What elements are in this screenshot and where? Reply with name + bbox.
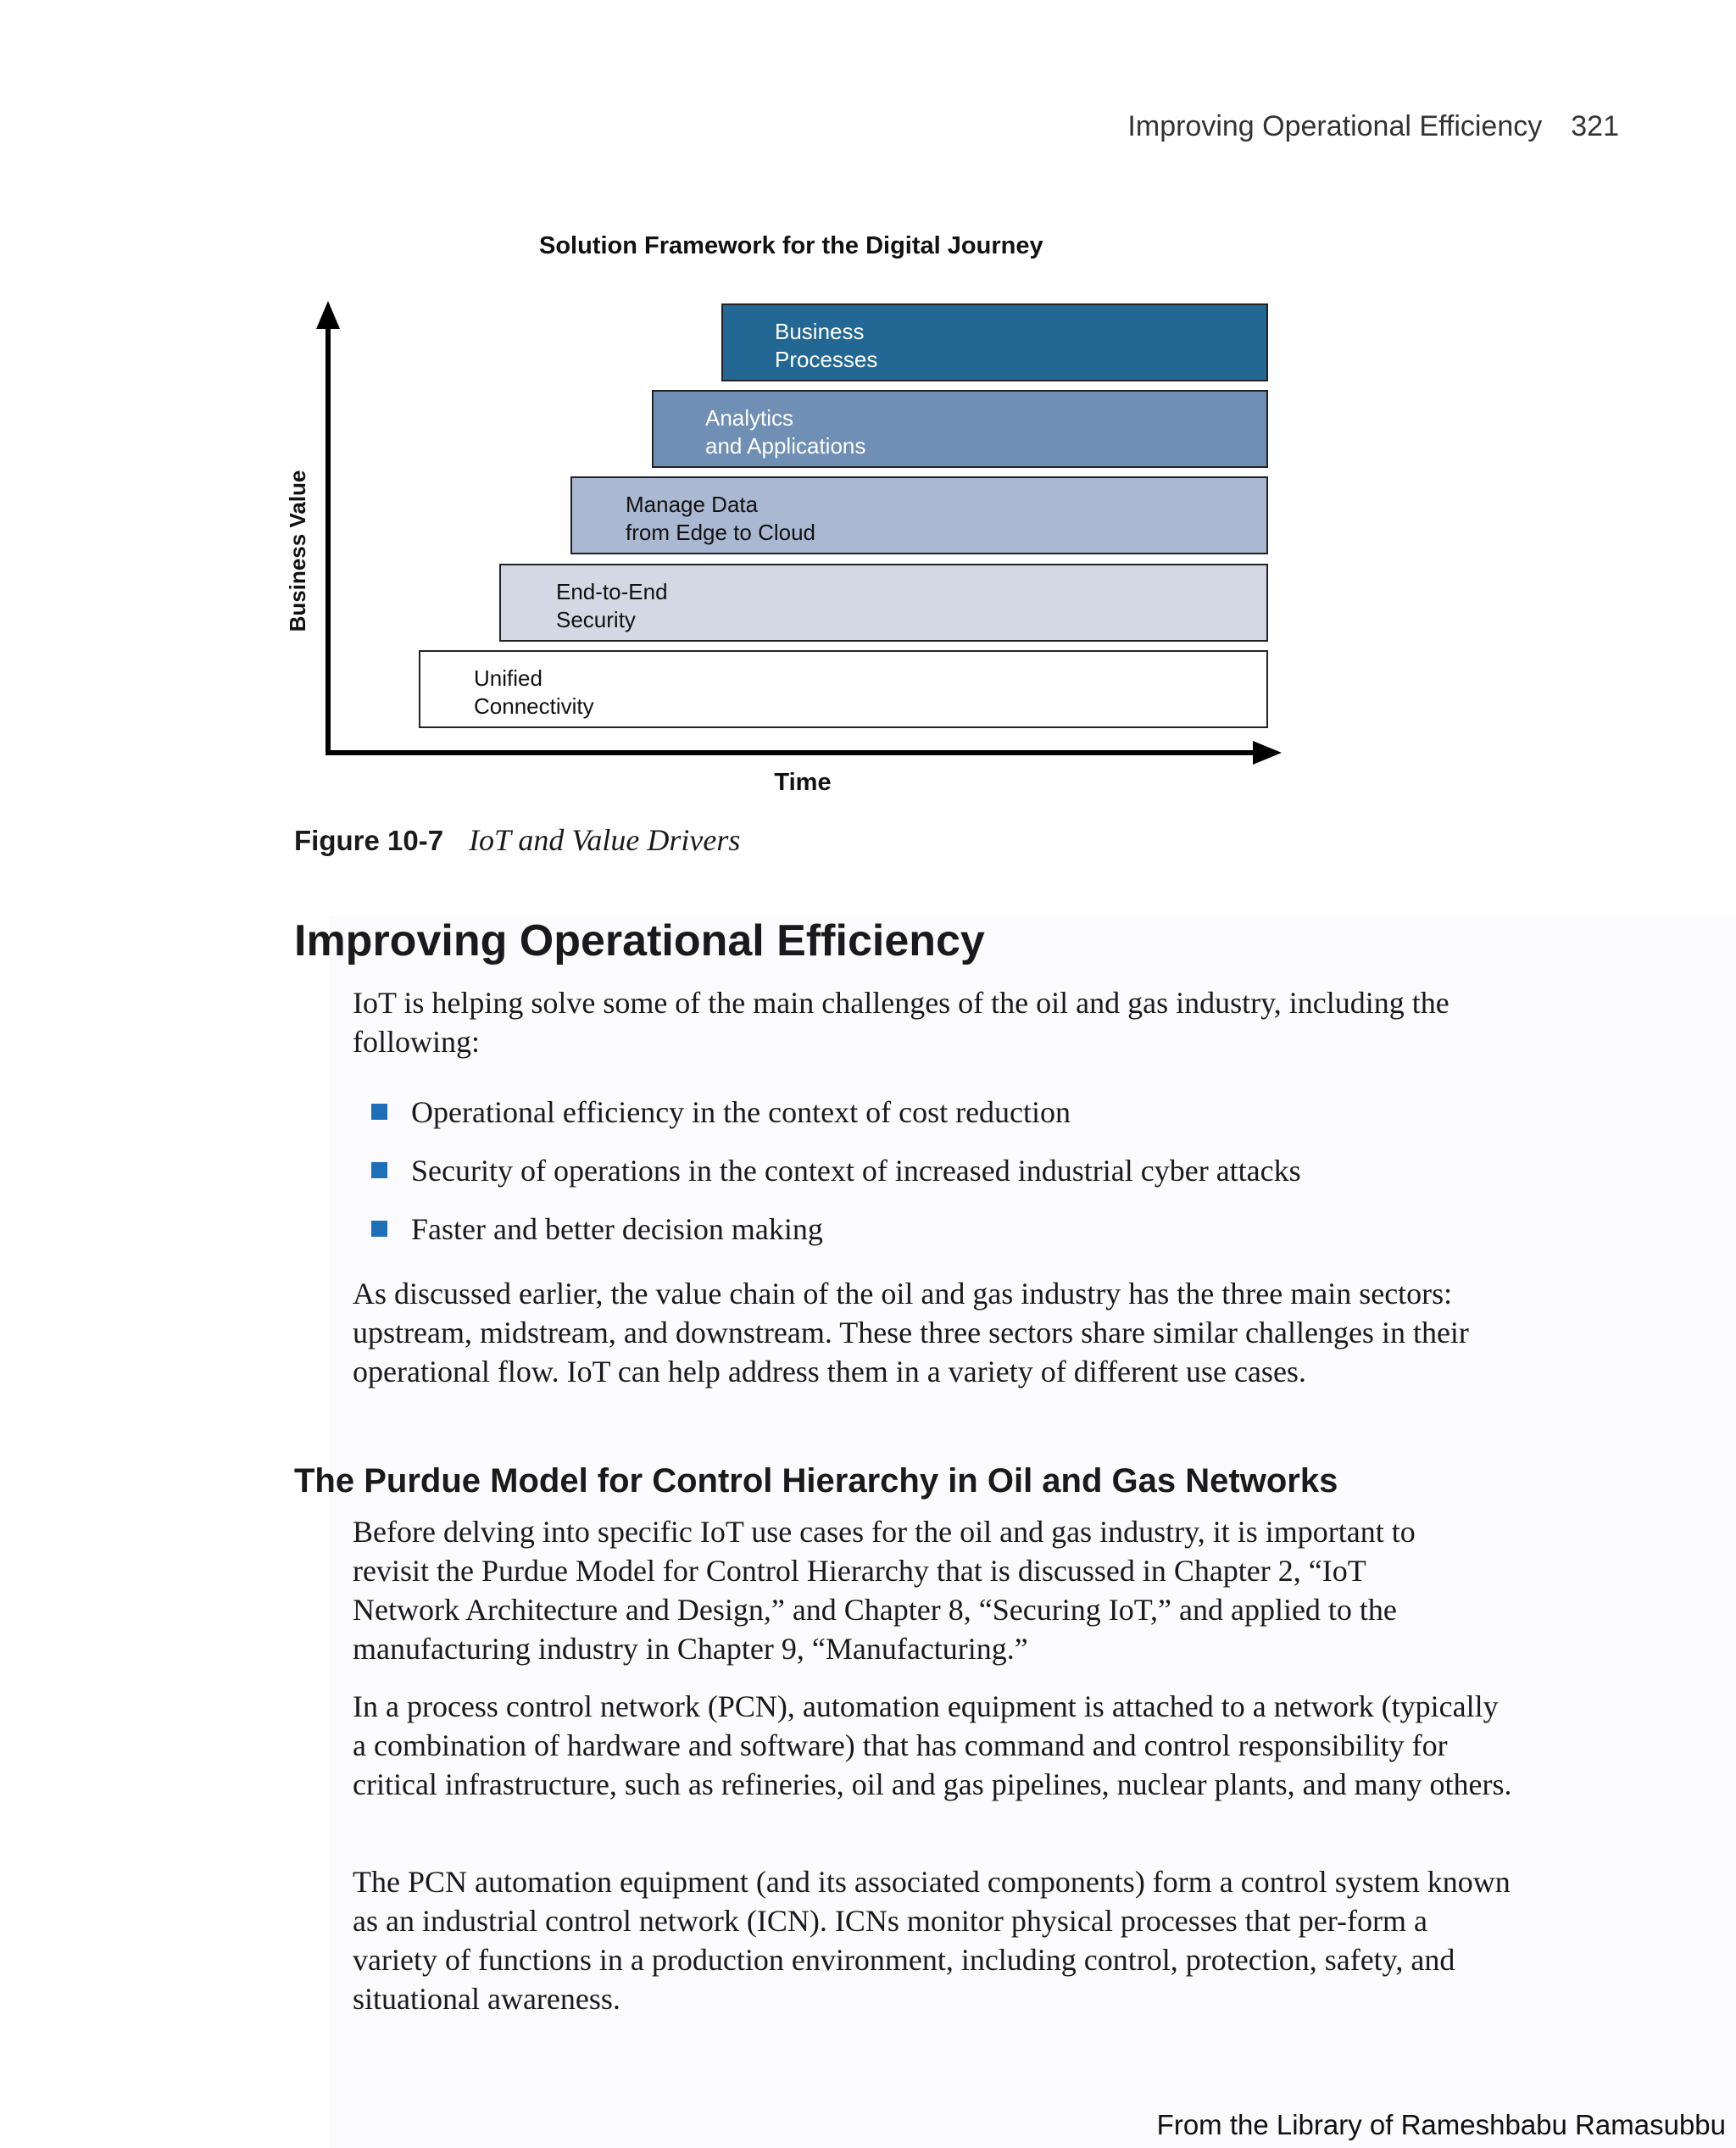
layer-label-line1: Unified (474, 665, 542, 691)
figure-caption-text: IoT and Value Drivers (469, 823, 741, 857)
bullet-square-icon (371, 1162, 387, 1178)
layer-label-line2: Security (556, 607, 636, 632)
layer-end-to-end-security (500, 565, 1267, 641)
layer-analytics-applications (653, 391, 1267, 467)
library-watermark: From the Library of Rameshbabu Ramasubbu (1156, 2109, 1726, 2140)
running-head-title: Improving Operational Efficiency (1127, 110, 1543, 142)
y-axis-arrowhead (316, 301, 340, 329)
running-head (1127, 110, 1619, 143)
svg-text:Business (775, 319, 865, 344)
page-number: 321 (1571, 110, 1619, 142)
svg-text:Analytics (705, 405, 793, 431)
bullet-square-icon (371, 1104, 387, 1120)
purdue-paragraph-3: The PCN automation equipment (and its associated components) form a control system known as an industrial control network (ICN). ICNs monitor physical processes that per-form a variety of functions in a production environment, including control, protection, safety, and situational awareness. (353, 1865, 1511, 2016)
figure-caption (294, 822, 740, 858)
layer-unified-connectivity (420, 651, 1267, 727)
section-heading: Improving Operational Efficiency (294, 916, 985, 965)
svg-text:Processes (775, 347, 877, 372)
subsection-heading: The Purdue Model for Control Hierarchy in Oil and Gas Networks (294, 1462, 1338, 1500)
list-item-text: Operational efficiency in the context of cost reduction (411, 1095, 1071, 1129)
svg-text:from Edge to Cloud (626, 520, 815, 545)
list-item (371, 1093, 1301, 1151)
value-drivers-diagram (280, 288, 1297, 805)
svg-text:and Applications (705, 433, 865, 459)
svg-text:End-to-End (556, 579, 668, 604)
layer-label-line1: Business (775, 319, 865, 344)
figure-title: Solution Framework for the Digital Journey (539, 232, 1043, 259)
purdue-paragraph-2: In a process control network (PCN), automation equipment is attached to a network (typically a combination of hardware and software) that has command and control responsibility for critical infrastructure, such as refineries, oil and gas pipelines, nuclear plants, and many others. (353, 1689, 1512, 1801)
svg-text:Manage Data (626, 492, 759, 517)
purdue-paragraph-1: Before delving into specific IoT use cases for the oil and gas industry, it is important to revisit the Purdue Model for Control Hierarchy that is discussed in Chapter 2, “IoT Network Architecture and Design,” and Chapter 8, “Securing IoT,” and applied to the manufacturing industry in Chapter 9, “Manufacturing.” (353, 1515, 1416, 1666)
layer-label-line2: Processes (775, 347, 878, 372)
value-chain-paragraph: As discussed earlier, the value chain of the oil and gas industry has the three main sectors: upstream, midstream, and downstream. These three sectors share similar challenges in their operational flow. IoT can help address them in a variety of different use cases. (353, 1277, 1469, 1388)
layer-manage-data (571, 477, 1267, 554)
svg-text:Unified (474, 665, 542, 691)
svg-text:Security (556, 607, 636, 632)
list-item (371, 1151, 1301, 1210)
bullet-square-icon (371, 1221, 387, 1237)
layer-label-line1: End-to-End (556, 579, 668, 604)
challenge-list (371, 1093, 1301, 1268)
layer-label-line1: Manage Data (626, 492, 759, 517)
x-axis-label: Time (774, 769, 832, 796)
layer-label-line1: Analytics (705, 405, 794, 431)
layer-label-line2: Connectivity (474, 693, 594, 719)
svg-text:Connectivity (474, 693, 594, 719)
layer-business-processes (722, 304, 1267, 381)
list-item-text: Faster and better decision making (411, 1212, 823, 1246)
list-item-text: Security of operations in the context of increased industrial cyber attacks (411, 1154, 1301, 1188)
list-item (371, 1210, 1301, 1268)
layer-label-line2: and Applications (705, 433, 866, 459)
x-axis-arrowhead (1253, 741, 1282, 765)
intro-paragraph: IoT is helping solve some of the main challenges of the oil and gas industry, including the following: (353, 986, 1449, 1059)
y-axis-label: Business Value (285, 470, 310, 632)
figure-caption-label: Figure 10-7 (294, 825, 444, 856)
layer-label-line2: from Edge to Cloud (626, 520, 816, 545)
